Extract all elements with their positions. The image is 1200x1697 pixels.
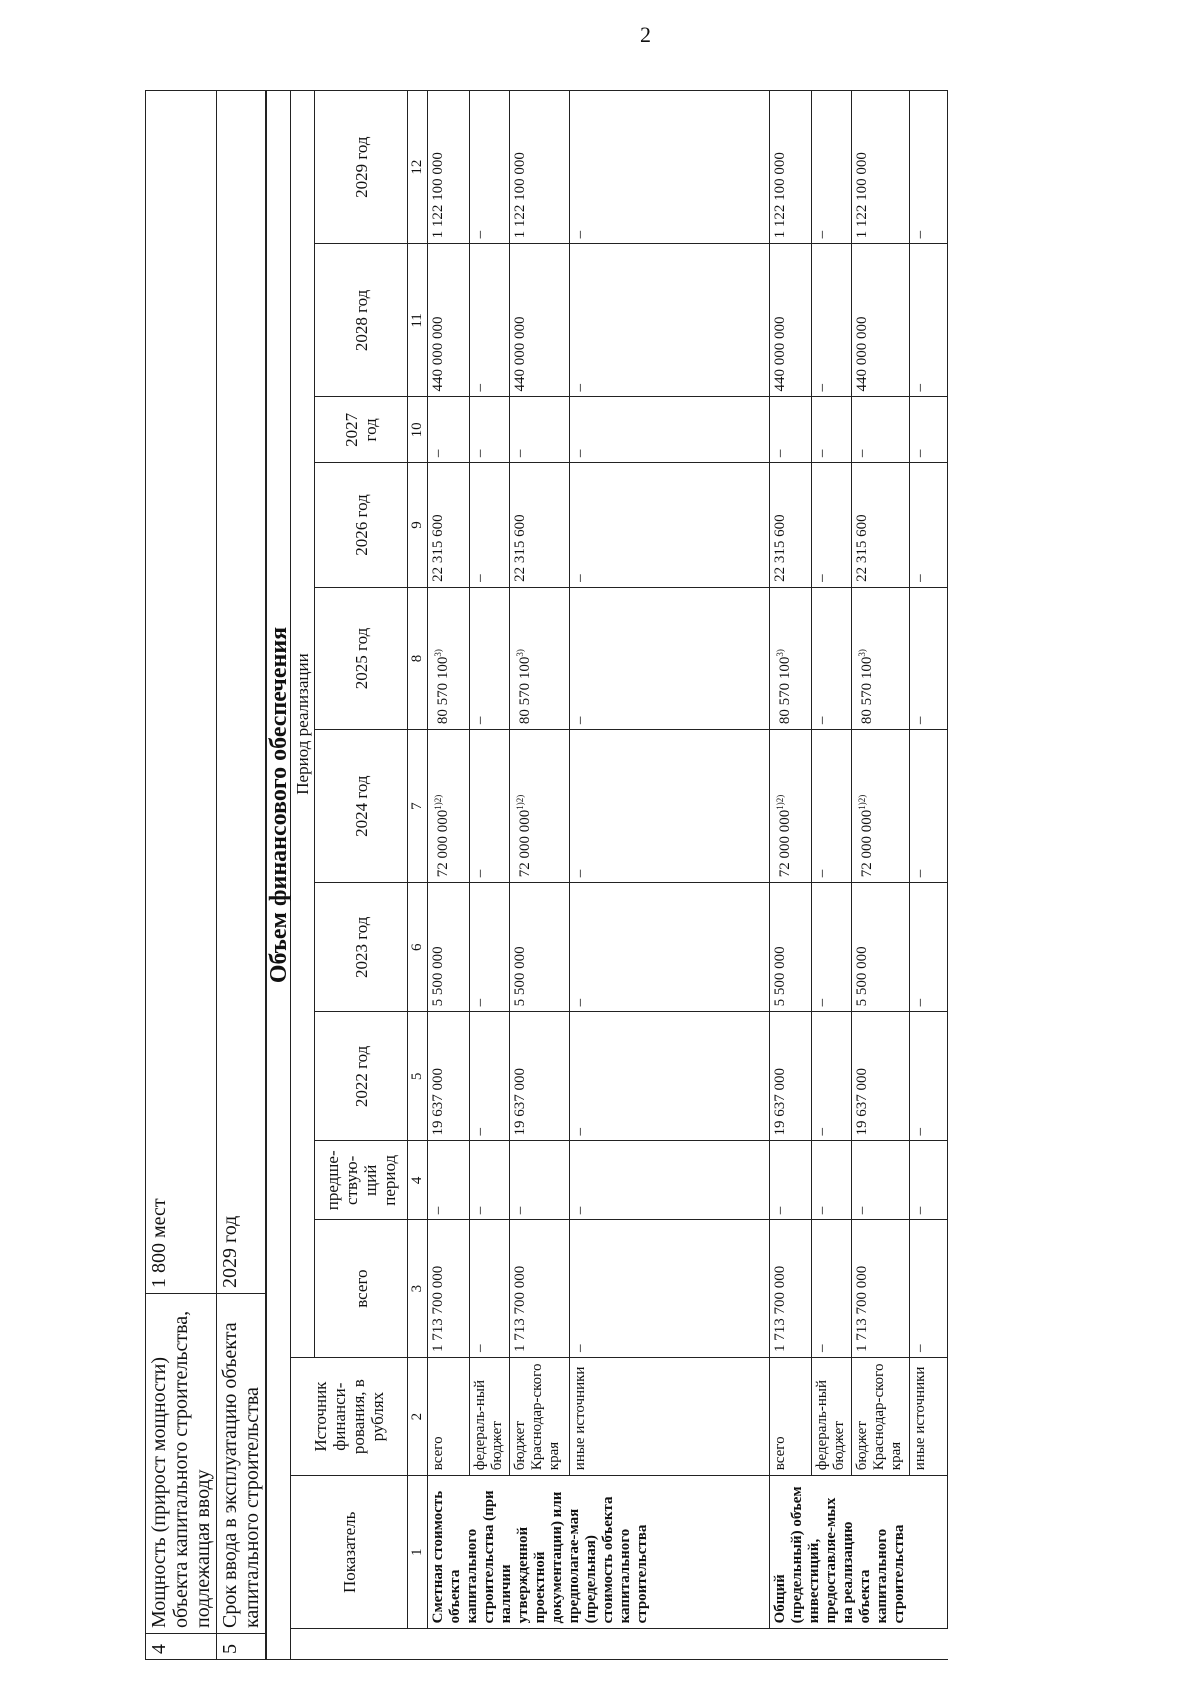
value-cell: [770, 1141, 812, 1220]
value-cell: [570, 91, 770, 244]
value-cell: [510, 1012, 570, 1141]
value-cell: [852, 730, 910, 883]
value-text: –: [430, 449, 446, 458]
value-cell: [570, 397, 770, 463]
value-text: 5 500 000: [430, 946, 446, 1007]
value-text: 72 000 000: [435, 809, 451, 878]
value-text: 22 315 600: [854, 514, 870, 582]
value-text: –: [814, 1344, 830, 1353]
value-cell: [510, 1220, 570, 1358]
header-column: 2028 год: [315, 244, 408, 397]
header-column: 2024 год: [315, 730, 408, 883]
header-column: 2026 год: [315, 463, 408, 588]
value-text: –: [572, 716, 588, 725]
value-cell: [770, 463, 812, 588]
value-text: –: [572, 574, 588, 582]
value-cell: [770, 397, 812, 463]
column-number: 10: [408, 397, 428, 463]
value-text: 72 000 000: [517, 809, 533, 878]
source-cell: всего: [770, 1358, 812, 1476]
value-cell: [510, 397, 570, 463]
value-text: 72 000 000: [859, 809, 875, 878]
footnote-mark: 3): [775, 649, 785, 657]
value-text: –: [814, 716, 830, 725]
value-text: 22 315 600: [512, 514, 528, 582]
value-text: –: [912, 449, 928, 458]
value-cell: [852, 1141, 910, 1220]
value-cell: [812, 883, 852, 1012]
row-number: 5: [217, 1634, 266, 1660]
table-row: [770, 91, 812, 1660]
header-column: 2023 год: [315, 883, 408, 1012]
column-number: 9: [408, 463, 428, 588]
value-text: 5 500 000: [772, 946, 788, 1007]
value-cell: [910, 730, 948, 883]
value-cell: [852, 587, 910, 729]
value-cell: [470, 244, 510, 397]
table-row: [510, 91, 570, 1660]
value-cell: [770, 730, 812, 883]
value-cell: [812, 244, 852, 397]
table-row: [428, 91, 470, 1660]
header-period: Период реализации: [291, 91, 315, 1358]
value-text: 1 713 700 000: [854, 1265, 870, 1353]
value-text: –: [912, 1127, 928, 1136]
value-text: –: [814, 449, 830, 458]
value-cell: [570, 587, 770, 729]
footnote-mark: 3): [515, 649, 525, 657]
value-cell: [470, 883, 510, 1012]
value-text: –: [472, 1344, 488, 1353]
value-text: –: [512, 1206, 528, 1215]
value-cell: [510, 1141, 570, 1220]
source-cell: бюджет Краснодар-ского края: [852, 1358, 910, 1476]
value-cell: [910, 244, 948, 397]
financing-table: [266, 90, 948, 1660]
value-cell: [812, 1220, 852, 1358]
value-text: 19 637 000: [854, 1067, 870, 1136]
value-text: –: [854, 1206, 870, 1215]
value-cell: [428, 730, 470, 883]
header-column: 2029 год: [315, 91, 408, 244]
value-text: –: [572, 869, 588, 878]
value-cell: [510, 587, 570, 729]
rotated-document-content: [145, 90, 1105, 1660]
value-cell: [812, 1012, 852, 1141]
value-cell: [428, 1220, 470, 1358]
indicator-cell: Общий (предельный) объем инвестиций, предоставляе-мых на реализацию объекта капитального строительства: [770, 1476, 948, 1629]
value-text: 80 570 100: [859, 656, 875, 725]
value-text: 1 713 700 000: [512, 1265, 528, 1353]
object-info-table: [145, 90, 266, 1660]
value-cell: [428, 587, 470, 729]
value-cell: [852, 883, 910, 1012]
value-text: –: [572, 1127, 588, 1136]
header-column: 2027 год: [315, 397, 408, 463]
value-cell: [770, 1220, 812, 1358]
value-text: –: [472, 1127, 488, 1136]
value-text: –: [472, 230, 488, 239]
value-text: 80 570 100: [435, 656, 451, 725]
column-number: 7: [408, 730, 428, 883]
value-cell: [428, 244, 470, 397]
value-cell: [570, 463, 770, 588]
value-text: –: [430, 1206, 446, 1215]
table-row: [570, 91, 770, 1660]
value-cell: [910, 1220, 948, 1358]
header-source: Источник финанси-рования, в рублях: [291, 1358, 408, 1476]
value-text: 440 000 000: [430, 316, 446, 392]
value-cell: [470, 1141, 510, 1220]
table-row: [812, 91, 852, 1660]
value-cell: [510, 730, 570, 883]
value-cell: [470, 1012, 510, 1141]
info-row: [217, 91, 266, 1660]
value-cell: [428, 91, 470, 244]
value-text: –: [572, 1344, 588, 1353]
footnote-mark: 1)2): [515, 794, 525, 810]
value-cell: [812, 397, 852, 463]
source-cell: федераль-ный бюджет: [470, 1358, 510, 1476]
value-text: –: [572, 1206, 588, 1215]
value-cell: [770, 1012, 812, 1141]
header-indicator: Показатель: [291, 1476, 408, 1629]
value-text: –: [814, 998, 830, 1007]
value-text: 1 713 700 000: [772, 1265, 788, 1353]
header-column: всего: [315, 1220, 408, 1358]
value-text: –: [472, 449, 488, 458]
column-number: 8: [408, 587, 428, 729]
value-cell: [770, 244, 812, 397]
value-cell: [770, 883, 812, 1012]
footnote-mark: 1)2): [433, 794, 443, 810]
value-cell: [510, 91, 570, 244]
value-text: –: [512, 449, 528, 458]
value-cell: [852, 244, 910, 397]
value-cell: [812, 463, 852, 588]
value-cell: [570, 244, 770, 397]
value-text: 80 570 100: [517, 656, 533, 725]
value-text: 440 000 000: [512, 316, 528, 392]
value-cell: [910, 883, 948, 1012]
info-value: 2029 год: [217, 91, 266, 1294]
value-cell: [570, 1012, 770, 1141]
value-text: 5 500 000: [854, 946, 870, 1007]
value-text: 22 315 600: [772, 514, 788, 582]
value-text: –: [854, 449, 870, 458]
value-text: 1 122 100 000: [854, 152, 870, 239]
column-number: 5: [408, 1012, 428, 1141]
value-cell: [570, 883, 770, 1012]
value-text: 1 122 100 000: [772, 152, 788, 239]
info-value: 1 800 мест: [146, 91, 217, 1294]
row-number: 4: [146, 1634, 217, 1660]
value-text: –: [912, 998, 928, 1007]
value-cell: [470, 730, 510, 883]
table-row: [910, 91, 948, 1660]
value-text: –: [912, 230, 928, 239]
header-column: предше-ствую-щий период: [315, 1141, 408, 1220]
column-number: 1: [408, 1476, 428, 1629]
value-text: 5 500 000: [512, 946, 528, 1007]
value-text: –: [814, 869, 830, 878]
value-text: 1 122 100 000: [430, 152, 446, 239]
value-text: –: [912, 1206, 928, 1215]
value-text: –: [912, 574, 928, 582]
value-cell: [428, 463, 470, 588]
value-cell: [812, 91, 852, 244]
value-cell: [510, 463, 570, 588]
value-text: 440 000 000: [772, 316, 788, 392]
value-cell: [570, 1141, 770, 1220]
value-cell: [470, 463, 510, 588]
value-text: 72 000 000: [777, 809, 793, 878]
section-title: Объем финансового обеспечения: [267, 91, 291, 1660]
value-cell: [852, 463, 910, 588]
value-cell: [570, 730, 770, 883]
value-cell: [428, 1141, 470, 1220]
value-cell: [510, 244, 570, 397]
value-cell: [428, 397, 470, 463]
value-cell: [428, 1012, 470, 1141]
value-text: 19 637 000: [512, 1067, 528, 1136]
value-cell: [910, 91, 948, 244]
value-text: 19 637 000: [430, 1067, 446, 1136]
column-number: 11: [408, 244, 428, 397]
value-text: –: [472, 574, 488, 582]
column-number: 4: [408, 1141, 428, 1220]
footnote-mark: 1)2): [857, 794, 867, 810]
value-text: 19 637 000: [772, 1067, 788, 1136]
source-cell: федераль-ный бюджет: [812, 1358, 852, 1476]
value-cell: [510, 883, 570, 1012]
value-text: –: [912, 384, 928, 392]
value-cell: [852, 397, 910, 463]
source-cell: иные источники: [910, 1358, 948, 1476]
source-cell: всего: [428, 1358, 470, 1476]
value-text: –: [472, 1206, 488, 1215]
value-cell: [470, 1220, 510, 1358]
header-column: 2022 год: [315, 1012, 408, 1141]
table-row: [470, 91, 510, 1660]
value-cell: [852, 1220, 910, 1358]
value-cell: [910, 397, 948, 463]
value-cell: [428, 883, 470, 1012]
value-cell: [852, 91, 910, 244]
value-cell: [852, 1012, 910, 1141]
page-number: 2: [640, 22, 651, 47]
value-text: –: [912, 1344, 928, 1353]
source-cell: иные источники: [570, 1358, 770, 1476]
value-cell: [812, 730, 852, 883]
value-text: –: [472, 998, 488, 1007]
value-text: –: [814, 230, 830, 239]
value-cell: [910, 463, 948, 588]
value-cell: [470, 397, 510, 463]
table-row: [852, 91, 910, 1660]
value-text: –: [814, 574, 830, 582]
value-text: –: [814, 1127, 830, 1136]
value-cell: [570, 1220, 770, 1358]
value-text: –: [572, 449, 588, 458]
value-text: –: [472, 716, 488, 725]
column-number: 6: [408, 883, 428, 1012]
value-text: –: [572, 998, 588, 1007]
value-text: –: [814, 1206, 830, 1215]
value-text: 440 000 000: [854, 316, 870, 392]
value-cell: [812, 1141, 852, 1220]
value-text: –: [472, 384, 488, 392]
value-text: 1 122 100 000: [512, 152, 528, 239]
header-column: 2025 год: [315, 587, 408, 729]
value-text: –: [912, 869, 928, 878]
value-cell: [470, 587, 510, 729]
column-number: 12: [408, 91, 428, 244]
value-text: 80 570 100: [777, 656, 793, 725]
column-number: 2: [408, 1358, 428, 1476]
value-text: –: [572, 230, 588, 239]
source-cell: бюджет Краснодар-ского края: [510, 1358, 570, 1476]
value-text: –: [814, 384, 830, 392]
footnote-mark: 1)2): [775, 794, 785, 810]
value-cell: [470, 91, 510, 244]
value-text: –: [472, 869, 488, 878]
value-text: –: [772, 449, 788, 458]
info-label: Срок ввода в эксплуатацию объекта капитального строительства: [217, 1294, 266, 1634]
value-cell: [812, 587, 852, 729]
value-text: –: [772, 1206, 788, 1215]
value-cell: [910, 1141, 948, 1220]
value-text: 22 315 600: [430, 514, 446, 582]
footnote-mark: 3): [857, 649, 867, 657]
indicator-cell: Сметная стоимость объекта капитального строительства (при наличии утвержденной проектной документации) или предполагае-мая (предельная) стоимость объекта капитального строительства: [428, 1476, 770, 1629]
value-text: –: [572, 384, 588, 392]
value-cell: [910, 1012, 948, 1141]
value-text: –: [912, 716, 928, 725]
footnote-mark: 3): [433, 649, 443, 657]
info-row: [146, 91, 217, 1660]
value-cell: [910, 587, 948, 729]
value-cell: [770, 91, 812, 244]
column-number: 3: [408, 1220, 428, 1358]
value-cell: [770, 587, 812, 729]
value-text: 1 713 700 000: [430, 1265, 446, 1353]
info-label: Мощность (прирост мощности) объекта капитального строительства, подлежащая вводу: [146, 1294, 217, 1634]
